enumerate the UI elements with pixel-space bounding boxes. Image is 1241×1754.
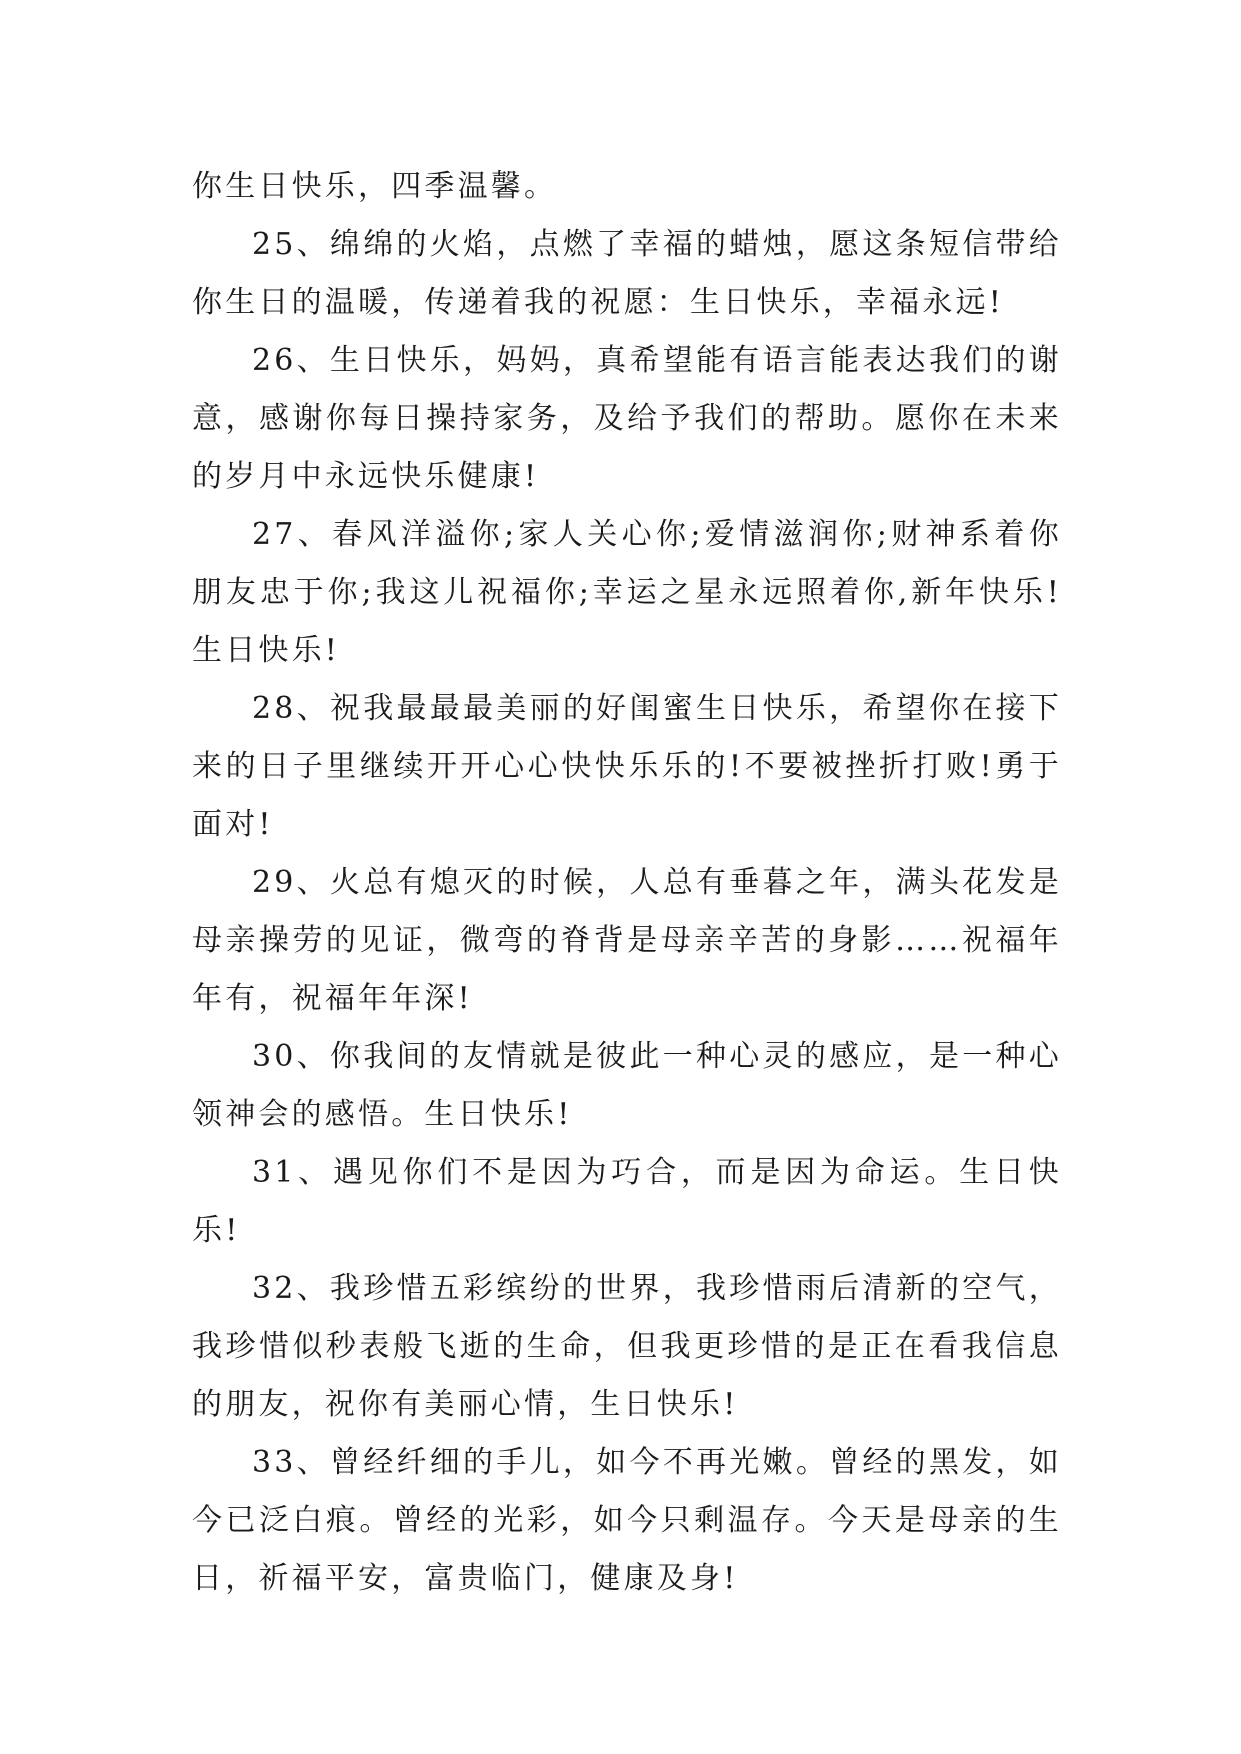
paragraph-33: 33、曾经纤细的手儿，如今不再光嫩。曾经的黑发，如今已泛白痕。曾经的光彩，如今只剩温存。今天是母亲的生日，祈福平安，富贵临门，健康及身! [192, 1445, 1062, 1596]
paragraph-25: 25、绵绵的火焰，点燃了幸福的蜡烛，愿这条短信带给你生日的温暖，传递着我的祝愿：生日快乐，幸福永远! [192, 227, 1062, 320]
paragraph-continuation: 你生日快乐，四季温馨。 [192, 169, 558, 204]
paragraph-28: 28、祝我最最最美丽的好闺蜜生日快乐，希望你在接下来的日子里继续开开心心快快乐乐的!不要被挫折打败!勇于面对! [192, 691, 1062, 842]
paragraph-27: 27、春风洋溢你;家人关心你;爱情滋润你;财神系着你朋友忠于你;我这儿祝福你;幸运之星永远照着你,新年快乐!生日快乐! [192, 517, 1062, 668]
paragraph-32: 32、我珍惜五彩缤纷的世界，我珍惜雨后清新的空气，我珍惜似秒表般飞逝的生命，但我更珍惜的是正在看我信息的朋友，祝你有美丽心情，生日快乐! [192, 1271, 1062, 1422]
paragraph-30: 30、你我间的友情就是彼此一种心灵的感应，是一种心领神会的感悟。生日快乐! [192, 1039, 1062, 1132]
paragraph-29: 29、火总有熄灭的时候，人总有垂暮之年，满头花发是母亲操劳的见证，微弯的脊背是母亲辛苦的身影……祝福年年有，祝福年年深! [192, 865, 1062, 1016]
document-body [192, 158, 1062, 1608]
paragraph-31: 31、遇见你们不是因为巧合，而是因为命运。生日快乐! [192, 1155, 1062, 1248]
paragraph-26: 26、生日快乐，妈妈，真希望能有语言能表达我们的谢意，感谢你每日操持家务，及给予我们的帮助。愿你在未来的岁月中永远快乐健康! [192, 343, 1062, 494]
